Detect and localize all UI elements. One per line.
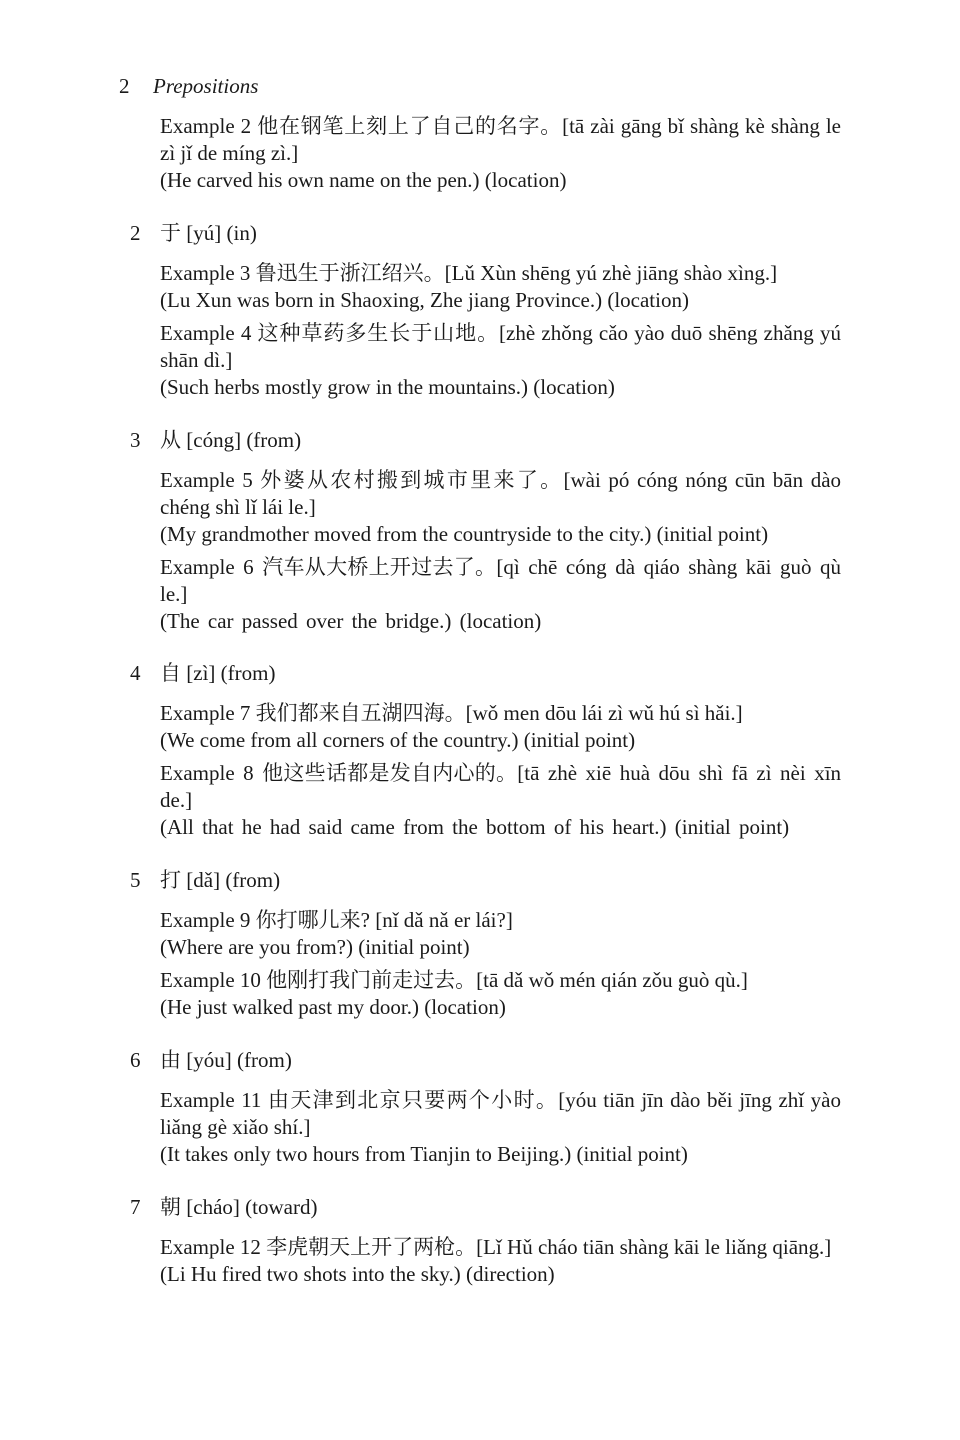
section-heading-2	[130, 220, 257, 247]
example-sentence	[160, 467, 841, 521]
example-pinyin: [nǐ dǎ nǎ er lái?]	[375, 908, 513, 932]
example-chinese: 外婆从农村搬到城市里来了。	[260, 468, 564, 492]
example-translation: (Lu Xun was born in Shaoxing, Zhe jiang Province.) (location)	[160, 288, 689, 312]
section-number: 4	[130, 661, 141, 685]
example-pinyin: [Lǔ Xùn shēng yú zhè jiāng shào xìng.]	[444, 261, 778, 285]
example-translation: (Such herbs mostly grow in the mountains.) (location)	[160, 375, 615, 399]
example-pinyin: [wǒ men dōu lái zì wǔ hú sì hǎi.]	[465, 701, 743, 725]
section-character: 打	[160, 868, 181, 892]
example-3	[160, 260, 841, 314]
example-sentence	[160, 554, 841, 608]
chapter-title: Prepositions	[153, 74, 259, 98]
example-translation: (Li Hu fired two shots into the sky.) (direction)	[160, 1262, 555, 1286]
section-number: 3	[130, 428, 141, 452]
example-translation: (He just walked past my door.) (location)	[160, 995, 506, 1019]
example-chinese: 这种草药多生长于山地。	[257, 321, 500, 345]
example-11	[160, 1087, 841, 1168]
example-5	[160, 467, 841, 548]
section-heading-7	[130, 1194, 317, 1221]
section-gloss: (from)	[220, 661, 276, 685]
example-pinyin: [qì chē cóng dà qiáo shàng kāi guò qù le.]	[160, 555, 842, 606]
example-2	[160, 113, 841, 194]
example-6	[160, 554, 841, 635]
example-translation: (He carved his own name on the pen.) (location)	[160, 168, 567, 192]
section-number: 2	[130, 221, 141, 245]
page-number: 2	[119, 74, 130, 98]
section-heading-6	[130, 1047, 292, 1074]
section-pinyin: [cháo]	[186, 1195, 240, 1219]
section-pinyin: [zì]	[186, 661, 216, 685]
section-character: 于	[160, 221, 181, 245]
example-chinese: 李虎朝天上开了两枪。	[266, 1235, 477, 1259]
example-chinese: 我们都来自五湖四海。	[255, 701, 466, 725]
section-gloss: (from)	[225, 868, 281, 892]
example-10	[160, 967, 841, 1021]
example-pinyin: [zhè zhǒng cǎo yào duō shēng zhǎng yú shān dì.]	[160, 321, 842, 372]
example-label: Example 6	[160, 555, 254, 579]
example-translation: (All that he had said came from the bottom of his heart.) (initial point)	[160, 815, 790, 839]
example-9	[160, 907, 841, 961]
example-8	[160, 760, 841, 841]
example-pinyin: [Lǐ Hǔ cháo tiān shàng kāi le liǎng qiāng.]	[476, 1235, 832, 1259]
example-label: Example 2	[160, 114, 252, 138]
section-heading-3	[130, 427, 301, 454]
section-pinyin: [cóng]	[186, 428, 242, 452]
example-chinese: 他在钢笔上刻上了自己的名字。	[257, 114, 563, 138]
example-label: Example 10	[160, 968, 261, 992]
section-pinyin: [yóu]	[186, 1048, 232, 1072]
section-pinyin: [yú]	[186, 221, 222, 245]
section-character: 从	[160, 428, 181, 452]
example-translation: (We come from all corners of the country.) (initial point)	[160, 728, 636, 752]
section-pinyin: [dǎ]	[186, 868, 221, 892]
example-7	[160, 700, 841, 754]
example-chinese: 鲁迅生于浙江绍兴。	[255, 261, 445, 285]
example-pinyin: [yóu tiān jīn dào běi jīng zhǐ yào liǎng gè xiǎo shí.]	[160, 1088, 842, 1139]
example-label: Example 5	[160, 468, 253, 492]
example-label: Example 3	[160, 261, 251, 285]
section-character: 自	[160, 661, 181, 685]
example-chinese: 汽车从大桥上开过去了。	[262, 555, 497, 579]
example-label: Example 11	[160, 1088, 262, 1112]
example-chinese: 由天津到北京只要两个小时。	[268, 1088, 559, 1112]
example-sentence	[160, 1087, 841, 1141]
example-sentence	[160, 113, 841, 167]
example-4	[160, 320, 841, 401]
example-translation: (The car passed over the bridge.) (location)	[160, 609, 542, 633]
example-chinese: 他刚打我门前走过去。	[266, 968, 477, 992]
running-head	[119, 73, 258, 99]
section-number: 7	[130, 1195, 141, 1219]
example-chinese: 你打哪儿来?	[255, 908, 370, 932]
example-12	[160, 1234, 841, 1288]
example-sentence	[160, 700, 841, 727]
section-heading-4	[130, 660, 275, 687]
example-pinyin: [tā zài gāng bǐ shàng kè shàng le zì jǐ de míng zì.]	[160, 114, 842, 165]
example-translation: (Where are you from?) (initial point)	[160, 935, 470, 959]
section-heading-5	[130, 867, 280, 894]
example-sentence	[160, 760, 841, 814]
section-character: 朝	[160, 1195, 181, 1219]
example-pinyin: [tā dǎ wǒ mén qián zǒu guò qù.]	[476, 968, 748, 992]
section-character: 由	[160, 1048, 181, 1072]
example-label: Example 12	[160, 1235, 261, 1259]
example-sentence	[160, 907, 841, 934]
example-pinyin: [wài pó cóng nóng cūn bān dào chéng shì lǐ lái le.]	[160, 468, 842, 519]
example-sentence	[160, 967, 841, 994]
section-gloss: (from)	[246, 428, 302, 452]
example-pinyin: [tā zhè xiē huà dōu shì fā zì nèi xīn de.]	[160, 761, 842, 812]
example-sentence	[160, 260, 841, 287]
example-chinese: 他这些话都是发自内心的。	[262, 761, 518, 785]
section-number: 5	[130, 868, 141, 892]
section-gloss: (from)	[237, 1048, 292, 1072]
example-label: Example 8	[160, 761, 254, 785]
section-gloss: (toward)	[245, 1195, 318, 1219]
example-sentence	[160, 1234, 841, 1261]
example-label: Example 9	[160, 908, 251, 932]
example-translation: (It takes only two hours from Tianjin to Beijing.) (initial point)	[160, 1142, 688, 1166]
section-number: 6	[130, 1048, 141, 1072]
section-gloss: (in)	[226, 221, 257, 245]
example-sentence	[160, 320, 841, 374]
example-label: Example 7	[160, 701, 251, 725]
example-label: Example 4	[160, 321, 252, 345]
example-translation: (My grandmother moved from the countryside to the city.) (initial point)	[160, 522, 769, 546]
